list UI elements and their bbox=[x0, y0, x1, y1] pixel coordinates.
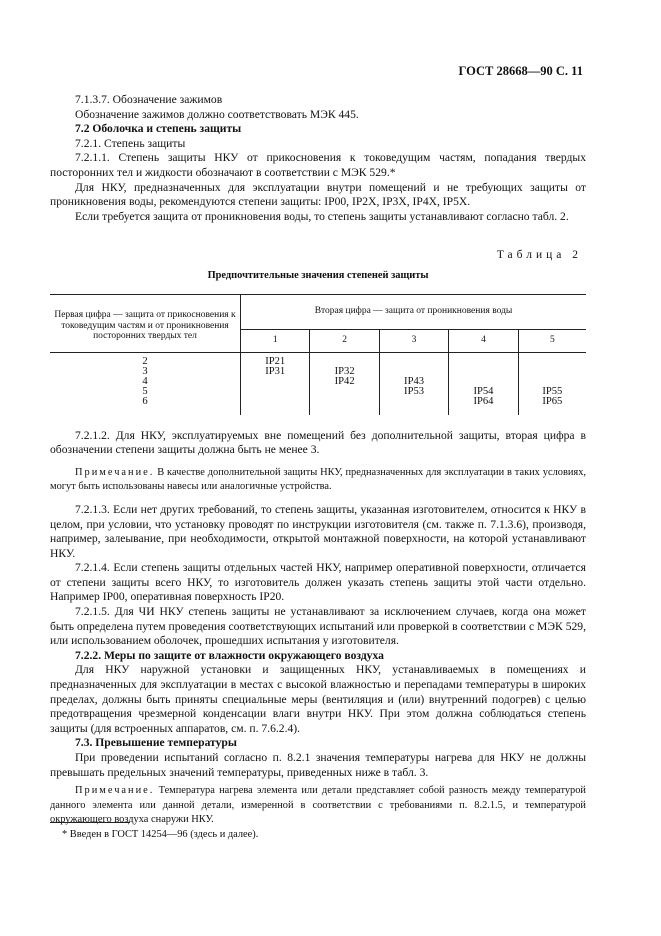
paragraph: 7.2.1.2. Для НКУ, эксплуатируемых вне помещений без дополнительной защиты, вторая цифра в обозначении степени защиты должна быть не менее 3. bbox=[50, 428, 586, 457]
page-header: ГОСТ 28668—90 С. 11 bbox=[458, 64, 583, 78]
table-label: Таблица 2 bbox=[496, 249, 582, 262]
table-column: IP21 IP31 bbox=[241, 352, 310, 415]
paragraph: 7.2.1.5. Для ЧИ НКУ степень защиты не устанавливают за исключением случаев, когда она может быть определена путем проведения соответствующих испытаний или проверкой в соответствии с МЭК 529, или использованием оболочек, прошедших испытания у изготовителя. bbox=[50, 605, 586, 648]
section-heading: 7.2 Оболочка и степень защиты bbox=[75, 122, 242, 136]
paragraph: Если требуется защита от проникновения воды, то степень защиты устанавливают согласно табл. 2. bbox=[75, 209, 569, 223]
document-body bbox=[50, 93, 586, 828]
footnote-rule bbox=[50, 822, 130, 823]
note bbox=[50, 784, 586, 828]
table-column: IP43 IP53 bbox=[379, 352, 448, 415]
col-header: 4 bbox=[449, 329, 518, 352]
footnote: * Введен в ГОСТ 14254—96 (здесь и далее). bbox=[62, 829, 259, 840]
col-header: 5 bbox=[518, 329, 586, 352]
section-heading: 7.3. Превышение температуры bbox=[75, 736, 237, 750]
paragraph: 7.2.1.1. Степень защиты НКУ от прикосновения к токоведущим частям, попадания твердых посторонних тел и жидкости обозначают в соответствии с МЭК 529.* bbox=[50, 151, 586, 179]
section-heading: 7.2.2. Меры по защите от влажности окружающего воздуха bbox=[75, 648, 384, 662]
table-row bbox=[50, 352, 586, 415]
second-digit-header: Вторая цифра — защита от проникновения воды bbox=[241, 294, 587, 329]
note-text: Температура нагрева элемента или детали представляет собой разность между температурой данного элемента или данной детали, измеренной в соответствии с требованиями п. 8.2.1.5, и температурой окружающего воздуха снаружи НКУ. bbox=[50, 785, 586, 826]
table-column: IP32 IP42 bbox=[310, 352, 379, 415]
first-digit-header: Первая цифра — защита от прикосновения к токоведущим частям и от проникновения посторонних твердых тел bbox=[50, 294, 241, 352]
paragraph: 7.2.1.4. Если степень защиты отдельных частей НКУ, например оперативной поверхности, отличается от степени защиты всего НКУ, то изготовитель должен указать степень защиты этой части отдельно. Например IP00, оперативная поверхность IP20. bbox=[50, 561, 586, 604]
paragraph: Обозначение зажимов должно соответствовать МЭК 445. bbox=[75, 107, 359, 121]
paragraph: 7.2.1.3. Если нет других требований, то степень защиты, указанная изготовителем, относится к НКУ в целом, при условии, что установку проводят по инструкции изготовителя (см. также п. 7.1.3.6), производя, например, залеывание, при необходимости, открытой монтажной поверхности, на которой устанавливают НКУ. bbox=[50, 502, 586, 560]
note-label: Примечание. bbox=[75, 466, 155, 478]
note bbox=[50, 466, 586, 495]
table-column: IP54 IP64 bbox=[449, 352, 518, 415]
row-headers: 2 3 4 5 6 bbox=[50, 352, 241, 415]
table-title: Предпочтительные значения степеней защиты bbox=[207, 269, 429, 281]
col-header: 3 bbox=[379, 329, 448, 352]
note-text: В качестве дополнительной защиты НКУ, предназначенных для эксплуатации в таких условиях, могут быть использованы навесы или аналогичные устройства. bbox=[50, 466, 586, 493]
paragraph: При проведении испытаний согласно п. 8.2.1 значения температуры нагрева для НКУ не должны превышать предельных значений температуры, приведенных ниже в табл. 3. bbox=[50, 751, 586, 779]
col-header: 2 bbox=[310, 329, 379, 352]
col-header: 1 bbox=[241, 329, 310, 352]
paragraph: 7.2.1. Степень защиты bbox=[75, 136, 186, 150]
paragraph: Для НКУ, предназначенных для эксплуатации внутри помещений и не требующих защиты от проникновения воды, рекомендуются степени защиты: IP00, IP2X, IP3X, IP4X, IP5X. bbox=[50, 180, 586, 209]
protection-table bbox=[50, 294, 586, 415]
note-label: Примечание. bbox=[75, 785, 155, 797]
paragraph: Для НКУ наружной установки и защищенных НКУ, устанавливаемых в помещениях и предназначенных для эксплуатации в местах с высокой влажностью и перепадами температуры в широких пределах, должны быть приняты специальные меры (вентиляция и (или) внутренний подогрев) с целью предотвращения чрезмерной конденсации влаги внутри НКУ. При этом должна соблюдаться степень защиты (для встроенных аппаратов, см. п. 7.6.2.4). bbox=[50, 663, 586, 735]
paragraph: 7.1.3.7. Обозначение зажимов bbox=[75, 93, 223, 106]
table-column: IP55 IP65 bbox=[542, 385, 563, 407]
